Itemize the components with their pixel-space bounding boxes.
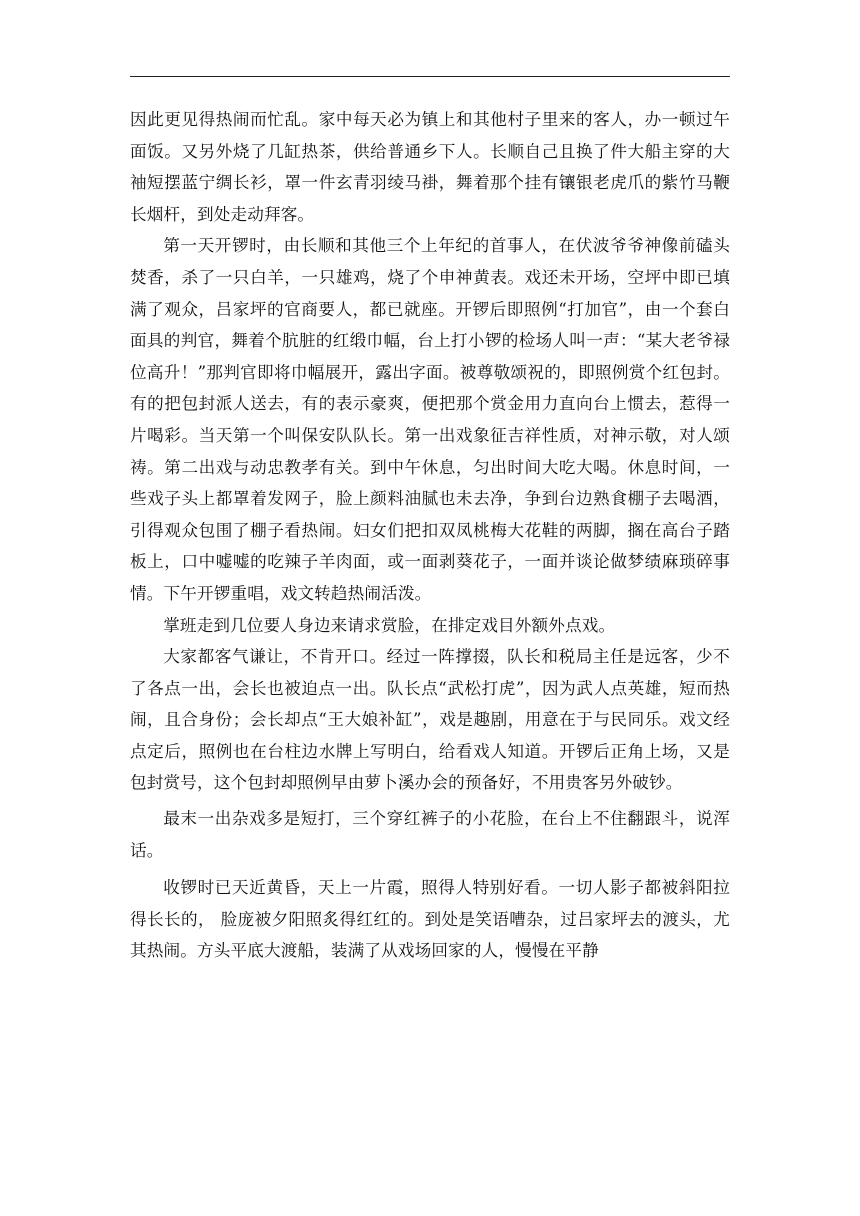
- paragraph-continuation: 因此更见得热闹而忙乱。家中每天必为镇上和其他村子里来的客人，办一顿过午面饭。又另外烧了几缸热茶，供给普通乡下人。长顺自己且换了件大船主穿的大袖短摆蓝宁绸长衫，罩一件玄青羽绫马褂，舞着那个挂有镶银老虎爪的紫竹马鞭长烟杆，到处走动拜客。: [130, 110, 730, 224]
- header-rule: [130, 76, 730, 77]
- document-body: [130, 104, 730, 967]
- paragraph-opening-day: 第一天开锣时，由长顺和其他三个上年纪的首事人，在伏波爷爷神像前磕头焚香，杀了一只白羊，一只雄鸡，烧了个申神黄表。戏还未开场，空坪中即已填满了观众，吕家坪的官商要人，都已就座。开锣后即照例“打加官”，由一个套白面具的判官，舞着个肮脏的红缎巾幅，台上打小锣的检场人叫一声：“某大老爷禄位高升！”那判官即将巾幅展开，露出字面。被尊敬颂祝的，即照例赏个红包封。有的把包封派人送去，有的表示豪爽，便把那个赏金用力直向台上惯去，惹得一片喝彩。当天第一个叫保安队队长。第一出戏象征吉祥性质，对神示敬，对人颂祷。第二出戏与动忠教孝有关。到中午休息，匀出时间大吃大喝。休息时间，一些戏子头上都罩着发网子，脸上颜料油腻也未去净，争到台边熟食棚子去喝酒，引得观众包围了棚子看热闹。妇女们把扣双凤桃梅大花鞋的两脚，搁在高台子踏板上，口中嘘嘘的吃辣子羊肉面，或一面剥葵花子，一面并谈论做梦绩麻琐碎事情。下午开锣重唱，戏文转趋热闹活泼。: [130, 236, 730, 603]
- paragraph-dusk: 收锣时已天近黄昏，天上一片霞，照得人特别好看。一切人影子都被斜阳拉得长长的， 脸庞被夕阳照炙得红红的。到处是笑语嘈杂，过吕家坪去的渡头，尤其热闹。方头平底大渡船，装满了从戏场回家的人，慢慢在平静: [130, 878, 730, 961]
- paragraph-last-play: 最末一出杂戏多是短打，三个穿红裤子的小花脸，在台上不住翻跟斗，说浑话。: [130, 809, 730, 860]
- paragraph-choosing-plays: 大家都客气谦让，不肯开口。经过一阵撑掇，队长和税局主任是远客，少不了各点一出，会长也被迫点一出。队长点“武松打虎”，因为武人点英雄，短而热闹，且合身份；会长却点“王大娘补缸”，戏是趣剧，用意在于与民同乐。戏文经点定后，照例也在台柱边水牌上写明白，给看戏人知道。开锣后正角上场，又是包封赏号，这个包封却照例早由萝卜溪办会的预备好，不用贵客另外破钞。: [130, 647, 730, 793]
- paragraph-manager-request: 掌班走到几位要人身边来请求赏脸，在排定戏目外额外点戏。: [163, 615, 616, 635]
